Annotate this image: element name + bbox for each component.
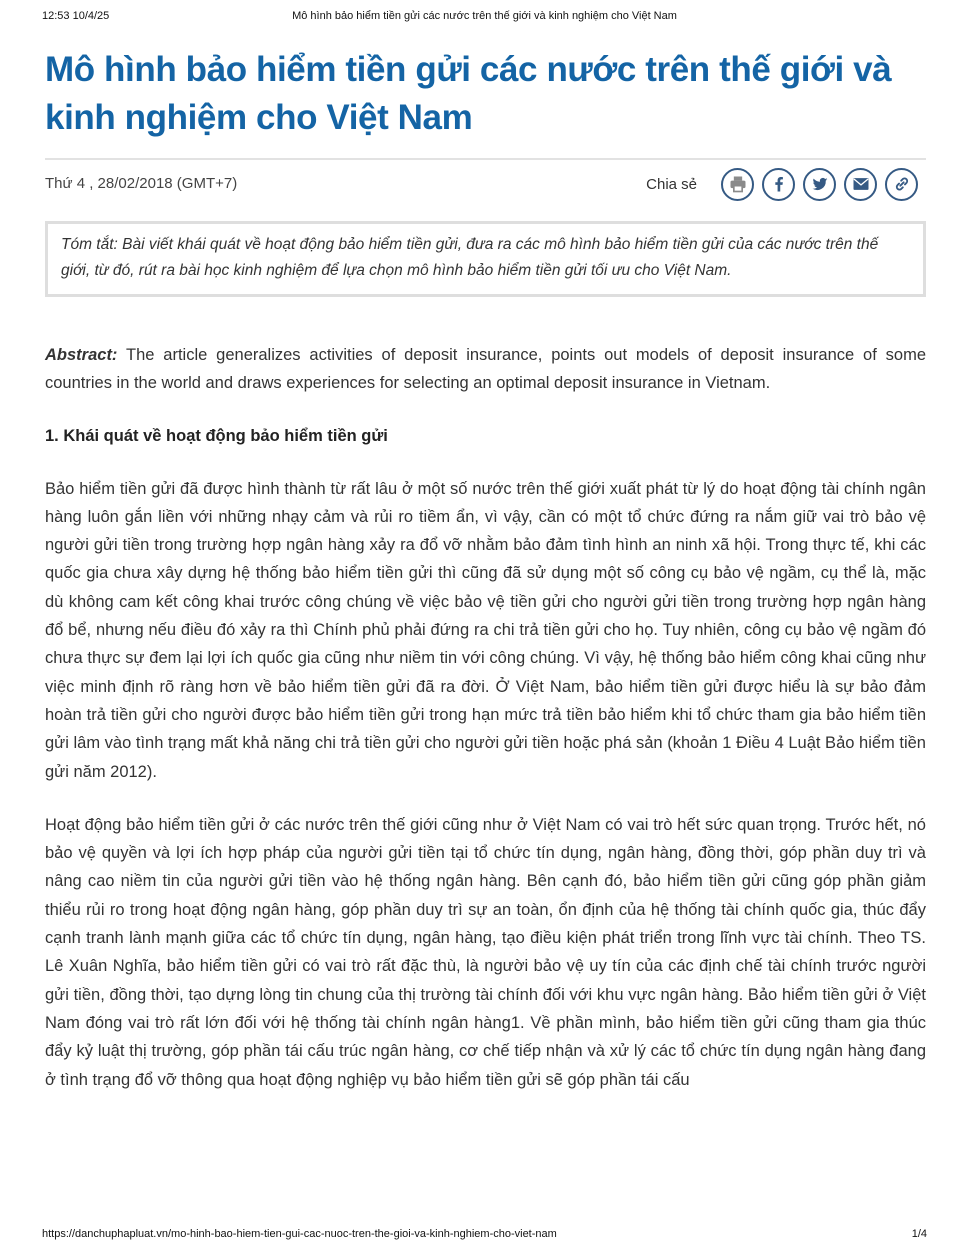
- publish-date: Thứ 4 , 28/02/2018 (GMT+7): [45, 174, 238, 192]
- print-timestamp: 12:53 10/4/25: [42, 10, 110, 22]
- email-icon: [851, 174, 871, 194]
- facebook-icon: [769, 174, 789, 194]
- page-url: https://danchuphapluat.vn/mo-hinh-bao-hiem-tien-gui-cac-nuoc-tren-the-gioi-va-kinh-nghiem-cho-viet-nam: [42, 1228, 557, 1240]
- page-number: 1/4: [911, 1228, 927, 1240]
- email-share-button[interactable]: [844, 168, 877, 201]
- article: [45, 46, 926, 1094]
- twitter-share-button[interactable]: [803, 168, 836, 201]
- twitter-icon: [810, 174, 830, 194]
- print-page-title: Mô hình bảo hiểm tiền gửi các nước trên thế giới và kinh nghiệm cho Việt Nam: [292, 10, 677, 22]
- share-label: Chia sẻ: [646, 175, 697, 193]
- abstract: [45, 341, 926, 397]
- article-summary: Tóm tắt: Bài viết khái quát về hoạt động bảo hiểm tiền gửi, đưa ra các mô hình bảo hiểm tiền gửi của các nước trên thế giới, từ đó, rút ra bài học kinh nghiệm để lựa chọn mô hình bảo hiểm tiền gửi tối ưu cho Việt Nam.: [45, 221, 926, 297]
- section-heading: 1. Khái quát về hoạt động bảo hiểm tiền gửi: [45, 426, 388, 445]
- body-paragraph: Hoạt động bảo hiểm tiền gửi ở các nước trên thế giới cũng như ở Việt Nam có vai trò hết sức quan trọng. Trước hết, nó bảo vệ quyền và lợi ích hợp pháp của người gửi tiền tại tổ chức tín dụng, ngân hàng, đồng thời, góp phần duy trì và nâng cao niềm tin của người gửi tiền vào hệ thống ngân hàng. Bên cạnh đó, bảo hiểm tiền gửi cũng góp phần giảm thiểu rủi ro trong hoạt động ngân hàng, góp phần duy trì sự an toàn, ổn định của hệ thống tài chính quốc gia, thúc đẩy cạnh tranh lành mạnh giữa các tổ chức tín dụng, ngân hàng, tạo điều kiện phát triển trong lĩnh vực tài chính. Theo TS. Lê Xuân Nghĩa, bảo hiểm tiền gửi có vai trò rất đặc thù, là người bảo vệ uy tín của các định chế tài chính trước người gửi tiền, đồng thời, tạo dựng lòng tin chung của thị trường tài chính đối với khu vực ngân hàng. Bảo hiểm tiền gửi ở Việt Nam đóng vai trò rất lớn đối với hệ thống tài chính ngân hàng1. Về phần mình, bảo hiểm tiền gửi cũng tham gia thúc đẩy kỷ luật thị trường, góp phần tái cấu trúc ngân hàng, cơ chế tiếp nhận và xử lý các tổ chức tín dụng ngân hàng đang ở tình trạng đổ vỡ thông qua hoạt động nghiệp vụ bảo hiểm tiền gửi sẽ góp phần tái cấu: [45, 815, 926, 1089]
- link-icon: [892, 174, 912, 194]
- facebook-share-button[interactable]: [762, 168, 795, 201]
- article-title: Mô hình bảo hiểm tiền gửi các nước trên thế giới và kinh nghiệm cho Việt Nam: [45, 50, 892, 138]
- print-icon: [728, 174, 748, 194]
- body-paragraph: Bảo hiểm tiền gửi đã được hình thành từ rất lâu ở một số nước trên thế giới xuất phát từ lý do hoạt động tài chính ngân hàng luôn gắn liền với những nhạy cảm và rủi ro tiềm ẩn, vì vậy, cần có một tổ chức đứng ra nắm giữ vai trò bảo vệ người gửi tiền trong trường hợp ngân hàng xảy ra đổ vỡ nhằm bảo đảm tình hình an ninh xã hội. Trong thực tế, khi các quốc gia chưa xây dựng hệ thống bảo hiểm tiền gửi thì cũng đã sử dụng một số công cụ bảo vệ ngầm, cụ thể là, mặc dù không cam kết công khai trước công chúng về việc bảo vệ tiền gửi cho người gửi tiền trong trường hợp ngân hàng đổ bể, nhưng nếu điều đó xảy ra thì Chính phủ phải đứng ra chi trả tiền gửi cho họ. Tuy nhiên, công cụ bảo vệ ngầm đó chưa thực sự đem lại lợi ích quốc gia cũng như niềm tin với công chúng. Vì vậy, hệ thống bảo hiểm công khai cũng như việc minh định rõ ràng hơn về bảo hiểm tiền gửi đã ra đời. Ở Việt Nam, bảo hiểm tiền gửi được hiểu là sự bảo đảm hoàn trả tiền gửi cho người được bảo hiểm tiền gửi trong hạn mức trả tiền bảo hiểm khi tổ chức tham gia bảo hiểm tiền gửi lâm vào tình trạng mất khả năng chi trả tiền gửi cho người gửi tiền hoặc phá sản (khoản 1 Điều 4 Luật Bảo hiểm tiền gửi năm 2012).: [45, 479, 926, 781]
- abstract-label: Abstract:: [45, 345, 118, 364]
- article-meta: [45, 158, 926, 211]
- print-header: [42, 10, 927, 26]
- share-bar: [646, 168, 918, 201]
- print-button[interactable]: [721, 168, 754, 201]
- abstract-text: The article generalizes activities of deposit insurance, points out models of deposit insurance of some countries in the world and draws experiences for selecting an optimal deposit insurance in Vietnam.: [45, 345, 926, 392]
- copy-link-button[interactable]: [885, 168, 918, 201]
- print-footer: [42, 1228, 927, 1244]
